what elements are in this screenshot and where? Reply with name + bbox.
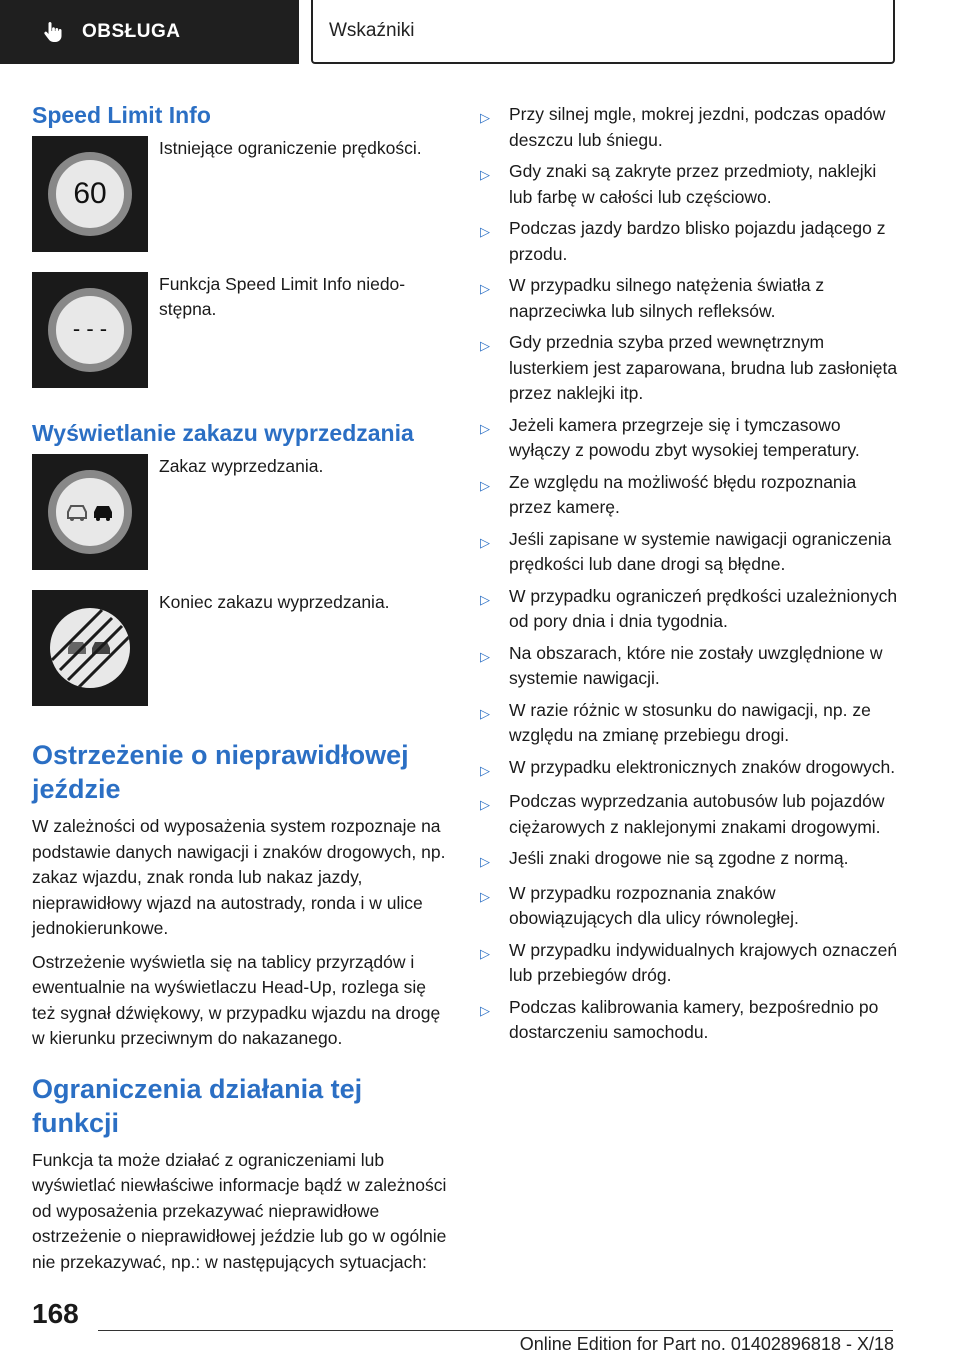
page-number: 168 — [32, 1298, 79, 1329]
situation-text: W przypadku elektronicznych znaków drogowych. — [509, 756, 896, 777]
right-column — [480, 102, 898, 1052]
edition-note: Online Edition for Part no. 01402896818 - X/18 — [519, 1334, 894, 1354]
situation-item — [480, 216, 898, 267]
situation-item — [480, 881, 898, 932]
triangle-right-outline-icon: ▷ — [480, 110, 490, 125]
chapter-label: Wskaźniki — [329, 20, 415, 41]
speed-limit-desc: Istniejące ograniczenie prędkości. — [159, 138, 422, 158]
speed-limit-60-sign-icon — [32, 136, 148, 252]
situation-item — [480, 102, 898, 153]
speed-limit-unavailable-sign-icon — [32, 272, 148, 388]
limits-paragraph: Funkcja ta może działać z ograniczeniami lub wyświetlać niewłaściwe informacje bądź w zależności od wyposażenia przekazywać nieprawidłowe ostrzeżenie o nieprawidłowej jeździe lub go w ogólnie nie przekazywać, np.: w następujących sytuacjach: — [32, 1149, 447, 1272]
section-tab — [0, 0, 299, 64]
triangle-right-outline-icon: ▷ — [480, 281, 490, 296]
sign-value: - - - — [72, 316, 108, 341]
situation-text: Na obszarach, które nie zostały uwzględnione w systemie nawigacji. — [509, 642, 883, 688]
triangle-right-outline-icon: ▷ — [480, 888, 490, 904]
no-overtaking-desc: Zakaz wyprzedzania. — [159, 456, 324, 476]
situation-text: Jeśli znaki drogowe nie są zgodne z normą. — [509, 848, 849, 868]
situation-item — [480, 470, 898, 521]
triangle-right-outline-icon: ▷ — [480, 477, 490, 493]
situation-text: W przypadku rozpoznania znaków obowiązujących dla ulicy równoległej. — [509, 882, 799, 928]
hand-pointer-icon — [42, 20, 66, 44]
wrong-way-paragraph-1: W zależności od wyposażenia system rozpoznaje na podstawie danych nawigacji i znaków drogowych, np. zakaz wjazdu, znak ronda lub nakaz jazdy, nieprawidłowy wjazd na autostrady, ronda i w ulice jednokierunkowe. — [32, 816, 446, 938]
situation-text: Gdy znaki są zakryte przez przedmioty, naklejki lub farbę w całości lub częściowo. — [509, 161, 877, 207]
situation-item — [480, 413, 898, 464]
speed-limit-row — [32, 136, 450, 252]
chapter-tab — [311, 0, 895, 64]
situation-text: Ze względu na możliwość błędu rozpoznania przez kamerę. — [509, 471, 857, 517]
triangle-right-outline-icon: ▷ — [480, 648, 490, 664]
situation-text: Podczas jazdy bardzo blisko pojazdu jadącego z przodu. — [509, 218, 886, 264]
situation-item — [480, 330, 898, 407]
section-label: OBSŁUGA — [82, 21, 181, 42]
situations-list — [480, 102, 898, 1046]
situation-text: Jeżeli kamera przegrzeje się i tymczasowo wyłączy z powodu zbyt wysokiej temperatury. — [509, 414, 860, 460]
triangle-right-outline-icon: ▷ — [480, 224, 490, 239]
speed-limit-unavailable-row — [32, 272, 450, 388]
triangle-right-outline-icon: ▷ — [480, 762, 490, 778]
situation-item — [480, 938, 898, 989]
situation-item — [480, 527, 898, 578]
situation-item — [480, 846, 898, 875]
situation-text: W przypadku indywidualnych krajowych oznaczeń lub przebiegów dróg. — [509, 939, 898, 985]
triangle-right-outline-icon: ▷ — [480, 705, 490, 721]
triangle-right-outline-icon: ▷ — [480, 534, 490, 550]
speed-limit-unavailable-desc: Funkcja Speed Limit Info niedo- stępna. — [159, 274, 406, 319]
triangle-right-outline-icon: ▷ — [480, 854, 490, 869]
end-no-overtaking-sign-icon — [32, 590, 148, 706]
situation-text: Podczas kalibrowania kamery, bezpośrednio po dostarczeniu samochodu. — [509, 996, 879, 1042]
situation-item — [480, 273, 898, 324]
situation-item — [480, 698, 898, 749]
end-no-overtaking-row — [32, 590, 450, 706]
wrong-way-paragraph-2: Ostrzeżenie wyświetla się na tablicy przyrządów i ewentualnie na wyświetlaczu Head-Up, rozlega się też sygnał dźwiękowy, w przypadku wjazdu na drogę w kierunku przeciwnym do nakazanego. — [32, 951, 441, 1048]
wrong-way-heading: Ostrzeżenie o nieprawidłowej jeździe — [32, 740, 409, 804]
situation-text: W przypadku ograniczeń prędkości uzależnionych od pory dnia i dnia tygodnia. — [509, 585, 898, 631]
situation-text: W razie różnic w stosunku do nawigacji, np. ze względu na zmianę przebiegu drogi. — [509, 699, 871, 745]
limits-heading: Ograniczenia działania tej funkcji — [32, 1073, 363, 1138]
footer-divider — [98, 1330, 893, 1331]
no-overtaking-sign-icon — [32, 454, 148, 570]
speed-limit-heading: Speed Limit Info — [32, 102, 211, 128]
triangle-right-outline-icon: ▷ — [480, 591, 490, 607]
situation-item — [480, 641, 898, 692]
no-overtaking-heading: Wyświetlanie zakazu wyprzedzania — [32, 420, 414, 446]
sign-value: 60 — [73, 177, 107, 210]
triangle-right-outline-icon: ▷ — [480, 420, 490, 436]
triangle-right-outline-icon: ▷ — [480, 1002, 490, 1018]
situation-item — [480, 995, 898, 1046]
no-overtaking-row — [32, 454, 450, 570]
triangle-right-outline-icon: ▷ — [480, 338, 490, 353]
situation-text: Podczas wyprzedzania autobusów lub pojazdów ciężarowych z naklejonymi znakami drogowymi. — [509, 791, 885, 837]
situation-item — [480, 584, 898, 635]
situation-text: Jeśli zapisane w systemie nawigacji ograniczenia prędkości lub dane drogi są błędne. — [509, 528, 892, 574]
triangle-right-outline-icon: ▷ — [480, 945, 490, 961]
situation-item — [480, 159, 898, 210]
situation-item — [480, 755, 898, 784]
situation-text: Przy silnej mgle, mokrej jezdni, podczas opadów deszczu lub śniegu. — [509, 104, 886, 150]
triangle-right-outline-icon: ▷ — [480, 167, 490, 182]
situation-text: Gdy przednia szyba przed wewnętrznym lusterkiem jest zaparowana, brudna lub zasłonięta przez naklejki itp. — [509, 332, 898, 403]
left-column — [32, 100, 450, 1275]
triangle-right-outline-icon: ▷ — [480, 797, 490, 812]
situation-text: W przypadku silnego natężenia światła z naprzeciwka lub silnych refleksów. — [509, 275, 825, 321]
situation-item — [480, 789, 898, 840]
end-no-overtaking-desc: Koniec zakazu wyprzedzania. — [159, 592, 390, 612]
